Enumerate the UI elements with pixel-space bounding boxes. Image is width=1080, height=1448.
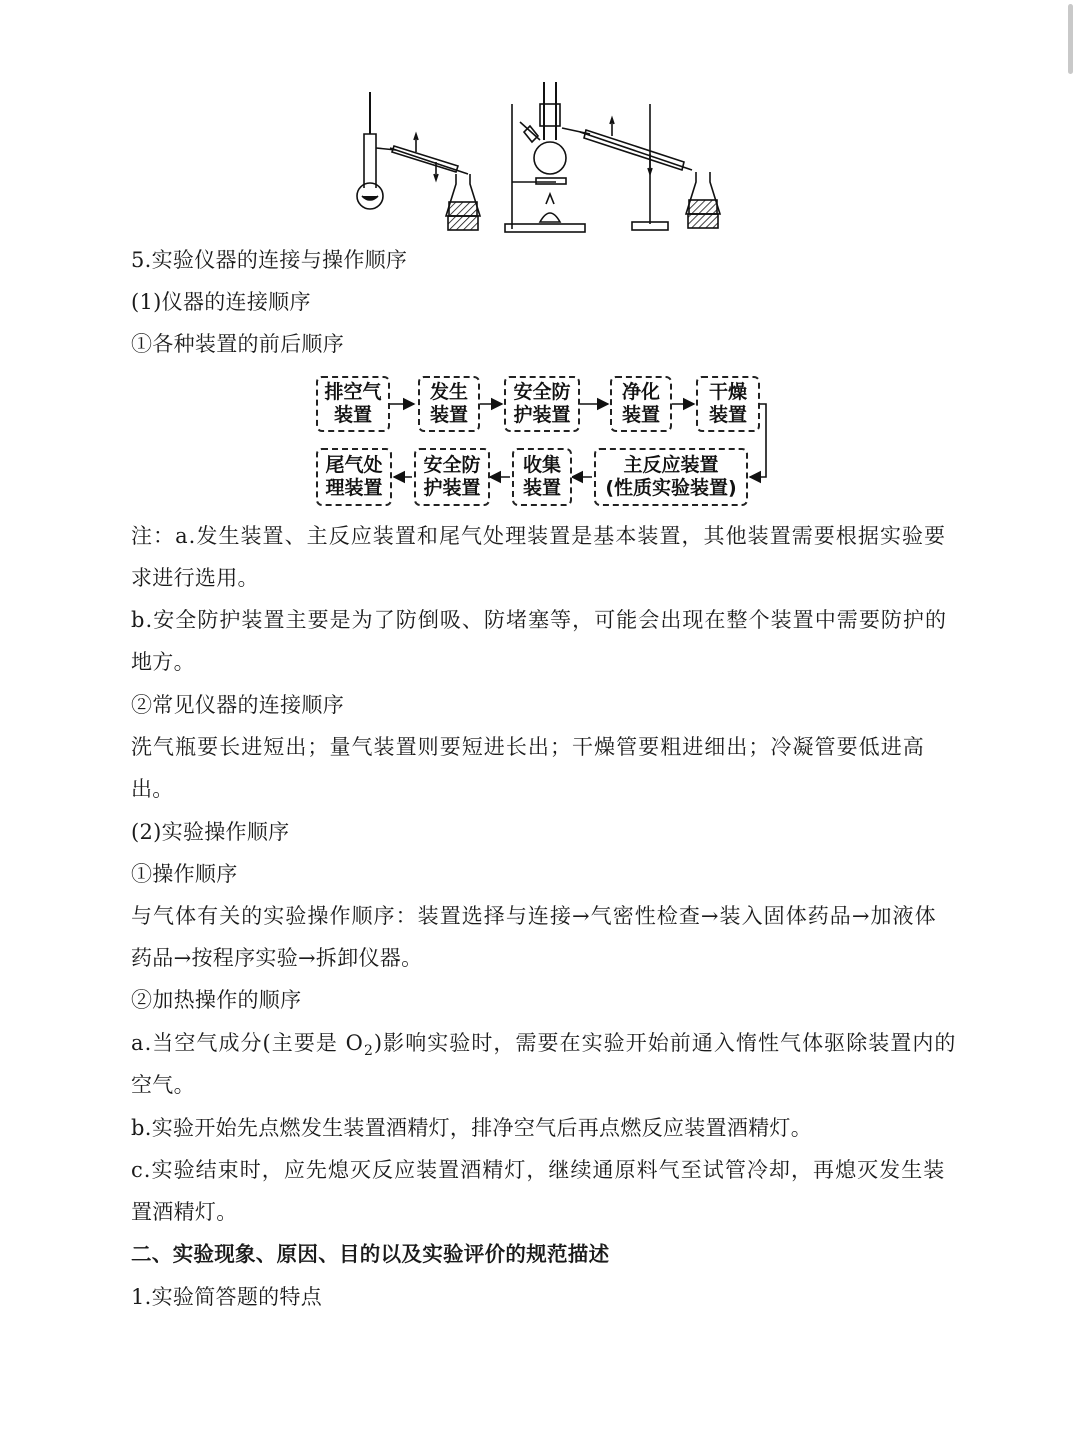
gas-operation-line1: 与气体有关的实验操作顺序：装置选择与连接→气密性检查→装入固体药品→加液体 xyxy=(131,904,937,928)
box-text: 安全防 xyxy=(423,454,481,476)
reaction-flask xyxy=(534,142,566,174)
connection-rule-line1: 洗气瓶要长进短出；量气装置则要短进长出；干燥管要粗进细出；冷凝管要低进高 xyxy=(131,735,925,759)
box-text: 装置 xyxy=(522,477,561,499)
item-1-answer-title: 1.实验简答题的特点 xyxy=(131,1285,323,1309)
box-text: 装置 xyxy=(621,404,660,426)
box-text: 装置 xyxy=(708,404,747,426)
distillation-apparatus-figure xyxy=(350,74,730,236)
note-a-line1: 注：a.发生装置、主反应装置和尾气处理装置是基本装置，其他装置需要根据实验要 xyxy=(131,524,947,548)
box-text: 收集 xyxy=(522,454,561,476)
box-generation xyxy=(418,376,480,432)
box-drying xyxy=(696,376,760,432)
box-text: 排空气 xyxy=(324,381,382,403)
heating-a-subscript: 2 xyxy=(363,1043,374,1060)
heating-a-line2: 空气。 xyxy=(131,1073,195,1097)
heating-b: b.实验开始先点燃发生装置酒精灯，排净空气后再点燃反应装置酒精灯。 xyxy=(131,1116,813,1140)
box-collection xyxy=(512,448,572,506)
heating-order-title: ②加热操作的顺序 xyxy=(131,988,302,1012)
box-text: 净化 xyxy=(621,381,660,403)
box-text: 干燥 xyxy=(708,381,747,403)
operation-order-title: ①操作顺序 xyxy=(131,862,238,886)
box-text: 护装置 xyxy=(423,477,481,499)
heating-a-line1 xyxy=(131,1029,956,1065)
heating-a-text: a.当空气成分(主要是 O xyxy=(131,1031,364,1055)
box-text: 装置 xyxy=(429,404,468,426)
alcohol-lamp xyxy=(540,213,560,222)
scrollbar-thumb[interactable] xyxy=(1068,4,1073,74)
subsection-2-title: (2)实验操作顺序 xyxy=(131,820,290,844)
box-safety-protection-2 xyxy=(414,448,490,506)
scrollbar[interactable] xyxy=(1066,0,1074,80)
section-5-title: 5.实验仪器的连接与操作顺序 xyxy=(131,248,408,272)
box-text: (性质实验装置) xyxy=(605,477,737,499)
box-text: 主反应装置 xyxy=(623,454,719,476)
heating-c-line2: 置酒精灯。 xyxy=(131,1200,238,1224)
box-tail-gas xyxy=(316,448,392,506)
item-2-title: ②常见仪器的连接顺序 xyxy=(131,693,344,717)
section-2-heading: 二、实验现象、原因、目的以及实验评价的规范描述 xyxy=(131,1242,610,1266)
box-text: 尾气处 xyxy=(325,454,383,476)
heating-c-line1: c.实验结束时，应先熄灭反应装置酒精灯，继续通原料气至试管冷却，再熄灭发生装 xyxy=(131,1158,946,1182)
note-b-line2: 地方。 xyxy=(131,650,195,674)
item-1-title: ①各种装置的前后顺序 xyxy=(131,332,344,356)
box-text: 装置 xyxy=(333,404,372,426)
box-safety-protection-1 xyxy=(504,376,580,432)
box-purification xyxy=(610,376,672,432)
box-main-reaction xyxy=(594,448,748,506)
box-text: 护装置 xyxy=(513,404,571,426)
heating-a-text-rest: )影响实验时，需要在实验开始前通入惰性气体驱除装置内的 xyxy=(373,1031,957,1055)
note-b-line1: b.安全防护装置主要是为了防倒吸、防堵塞等，可能会出现在整个装置中需要防护的 xyxy=(131,608,948,632)
box-text: 发生 xyxy=(429,381,468,403)
box-exhaust-air xyxy=(316,376,390,432)
note-a-line2: 求进行选用。 xyxy=(131,566,259,590)
connection-rule-line2: 出。 xyxy=(131,777,174,801)
gas-operation-line2: 药品→按程序实验→拆卸仪器。 xyxy=(131,946,423,970)
device-order-flowchart xyxy=(310,372,770,512)
box-text: 安全防 xyxy=(513,381,571,403)
box-text: 理装置 xyxy=(325,477,383,499)
subsection-1-title: (1)仪器的连接顺序 xyxy=(131,290,311,314)
